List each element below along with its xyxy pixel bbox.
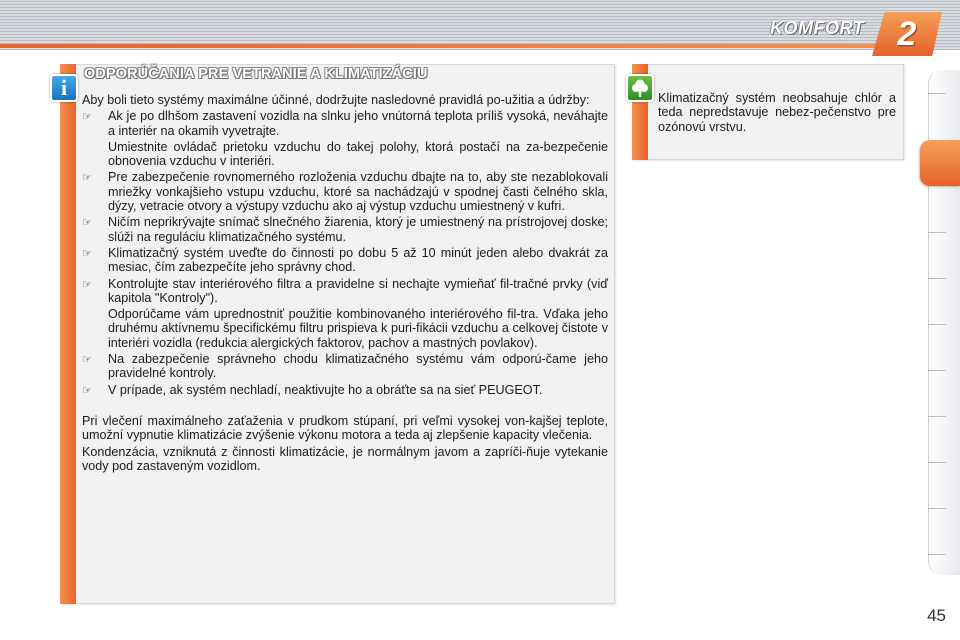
chapter-tab-6[interactable] [928,370,946,371]
list-item-extra: Odporúčame vám uprednostniť použitie kombinovaného interiérového fil-tra. Vďaka jeho druhému aktívnemu špecifickému filtru prispieva k puri-fikácii vzduchu a celkovej čistote v interiéri vozidla (redukcia alergických faktorov, pachov a mastných povlakov). [108,307,608,350]
tree-icon [626,74,654,102]
chapter-tab-9[interactable] [928,508,946,509]
pointing-hand-icon: ☞ [82,110,92,124]
list-item: ☞ Ak je po dlhšom zastavení vozidla na slnku jeho vnútorná teplota príliš vysoká, neváhajte a interiér na okamih vyvetrajte. [82,109,608,138]
info-icon: i [50,74,78,102]
list-item: ☞ Pre zabezpečenie rovnomerného rozloženia vzduchu dbajte na to, aby ste nezablokovali mriežky vonkajšieho vstupu vzduchu, ktoré sa nachádzajú v spodnej časti čelného skla, dýzy, vetracie otvory a výstupy vzduchu ako aj výstup vzduchu umiestnený v kufri. [82,170,608,214]
pointing-hand-icon: ☞ [82,171,92,185]
eco-note: Klimatizačný systém neobsahuje chlór a teda nepredstavuje nebez-pečenstvo pre ozónovú vrstvu. [658,91,896,134]
chapter-tab-7[interactable] [928,416,946,417]
chapter-tab-5[interactable] [928,324,946,325]
chapter-tab-4[interactable] [928,278,946,279]
pointing-hand-icon: ☞ [82,353,92,367]
list-item: ☞ Ničím neprikrývajte snímač slnečného žiarenia, ktorý je umiestnený na prístrojovej doske; slúži na reguláciu klimatizačného systému. [82,215,608,244]
pointing-hand-icon: ☞ [82,383,92,397]
section-title: KOMFORT [770,18,865,38]
condensation-note: Kondenzácia, vzniknutá z činnosti klimatizácie, je normálnym javom a zapríči-ňuje vytekanie vody pod zastaveným vozidlom. [82,444,608,473]
pointing-hand-icon: ☞ [82,277,92,291]
pointing-hand-icon: ☞ [82,216,92,230]
header-accent-line [0,44,880,48]
chapter-tab-10[interactable] [928,554,946,555]
list-item: ☞ Na zabezpečenie správneho chodu klimatizačného systému vám odporú-čame jeho pravidelné kontroly. [82,352,608,381]
pointing-hand-icon: ☞ [82,246,92,260]
page-number: 45 [927,606,946,625]
panel-accent-stripe [60,64,76,604]
chapter-tab-1[interactable] [928,93,946,94]
towing-note: Pri vlečení maximálneho zaťaženia v prudkom stúpaní, pri veľmi vysokej von-kajšej teplote, umožní vypnutie klimatizácie zvýšenie výkonu motora a teda aj zlepšenie kapacity vlečenia. [82,413,608,443]
page-title: ODPORÚČANIA PRE VETRANIE A KLIMATIZÁCIU [84,66,428,82]
intro-paragraph: Aby boli tieto systémy maximálne účinné, dodržujte nasledovné pravidlá po-užitia a údržby: [82,93,590,107]
chapter-tab-active[interactable] [920,140,960,186]
chapter-number: 2 [897,15,917,53]
list-item: ☞ V prípade, ak systém nechladí, neaktivujte ho a obráťte sa na sieť PEUGEOT. [82,382,543,397]
list-item: ☞ Kontrolujte stav interiérového filtra a pravidelne si nechajte vymieňať fil-tračné prvky (viď kapitola "Kontroly"). [82,276,608,305]
recommendations-text [82,93,608,473]
list-item-extra: Umiestnite ovládač prietoku vzduchu do takej polohy, ktorá postačí na za-bezpečenie obnovenia vzduchu v interiéri. [108,139,608,169]
list-item: ☞ Klimatizačný systém uveďte do činnosti po dobu 5 až 10 minút jeden alebo dvakrát za mesiac, čím zabezpečíte jeho správny chod. [82,245,608,275]
chapter-tab-3[interactable] [928,232,946,233]
chapter-tab-8[interactable] [928,462,946,463]
